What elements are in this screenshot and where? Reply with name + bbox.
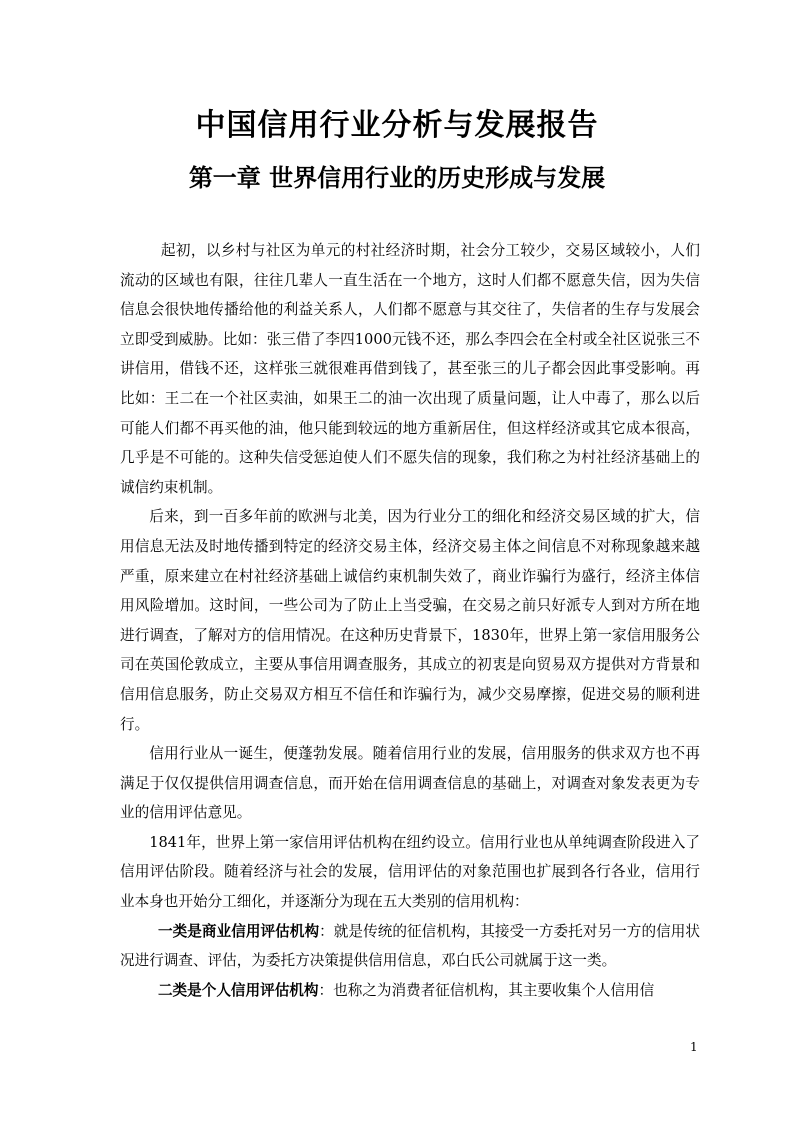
- category-1-text: ：就是传统的征信机构，其接受一方委托对另一方的信用状况进行调查、评估，为委托方决策提供信用信息，邓白氏公司就属于这一类。: [120, 922, 700, 970]
- paragraph-1: 起初，以乡村与社区为单元的村社经济时期，社会分工较少，交易区域较小，人们流动的区域也有限，往往几辈人一直生活在一个地方，这时人们都不愿意失信，因为失信信息会很快地传播给他的利益关系人，人们都不愿意与其交往了，失信者的生存与发展会立即受到威胁。比如：张三借了李四1000元钱不还，那么李四会在全村或全社区说张三不讲信用，借钱不还，这样张三就很难再借到钱了，甚至张三的儿子都会因此事受影响。再比如：王二在一个社区卖油，如果王二的油一次出现了质量问题，让人中毒了，那么以后可能人们都不再买他的油，他只能到较远的地方重新居住，但这样经济或其它成本很高，几乎是不可能的。这种失信受惩迫使人们不愿失信的现象，我们称之为村社经济基础上的诚信约束机制。: [120, 242, 700, 496]
- category-2-text: ：也称之为消费者征信机构，其主要收集个人信用信: [318, 981, 655, 999]
- category-2-label: 二类是个人信用评估机构: [157, 981, 319, 999]
- paragraph-2: 后来，到一百多年前的欧洲与北美，因为行业分工的细化和经济交易区域的扩大，信用信息无法及时地传播到特定的经济交易主体，经济交易主体之间信息不对称现象越来越严重，原来建立在村社经济基础上诚信约束机制失效了，商业诈骗行为盛行，经济主体信用风险增加。这时间，一些公司为了防止上当受骗，在交易之前只好派专人到对方所在地进行调查，了解对方的信用情况。在这种历史背景下，1830年，世界上第一家信用服务公司在英国伦敦成立，主要从事信用调查服务，其成立的初衷是向贸易双方提供对方背景和信用信息服务，防止交易双方相互不信任和诈骗行为，减少交易摩擦，促进交易的顺利进行。: [120, 508, 700, 733]
- paragraph-4: 1841年，世界上第一家信用评估机构在纽约设立。信用行业也从单纯调查阶段进入了信用评估阶段。随着经济与社会的发展，信用评估的对象范围也扩展到各行各业，信用行业本身也开始分工细化，并逐渐分为现在五大类别的信用机构：: [120, 833, 700, 911]
- page-number: 1: [690, 1040, 698, 1054]
- paragraph-3: 信用行业从一诞生，便蓬勃发展。随着信用行业的发展，信用服务的供求双方也不再满足于仅仅提供信用调查信息，而开始在信用调查信息的基础上，对调查对象发表更为专业的信用评估意见。: [120, 745, 700, 822]
- category-1-label: 一类是商业信用评估机构: [157, 922, 320, 940]
- category-2-paragraph: [120, 976, 700, 1006]
- chapter-title: 第一章 世界信用行业的历史形成与发展: [188, 163, 606, 192]
- body-text: [120, 236, 700, 1005]
- page-title: 中国信用行业分析与发展报告: [195, 108, 599, 143]
- category-1-paragraph: [120, 917, 700, 976]
